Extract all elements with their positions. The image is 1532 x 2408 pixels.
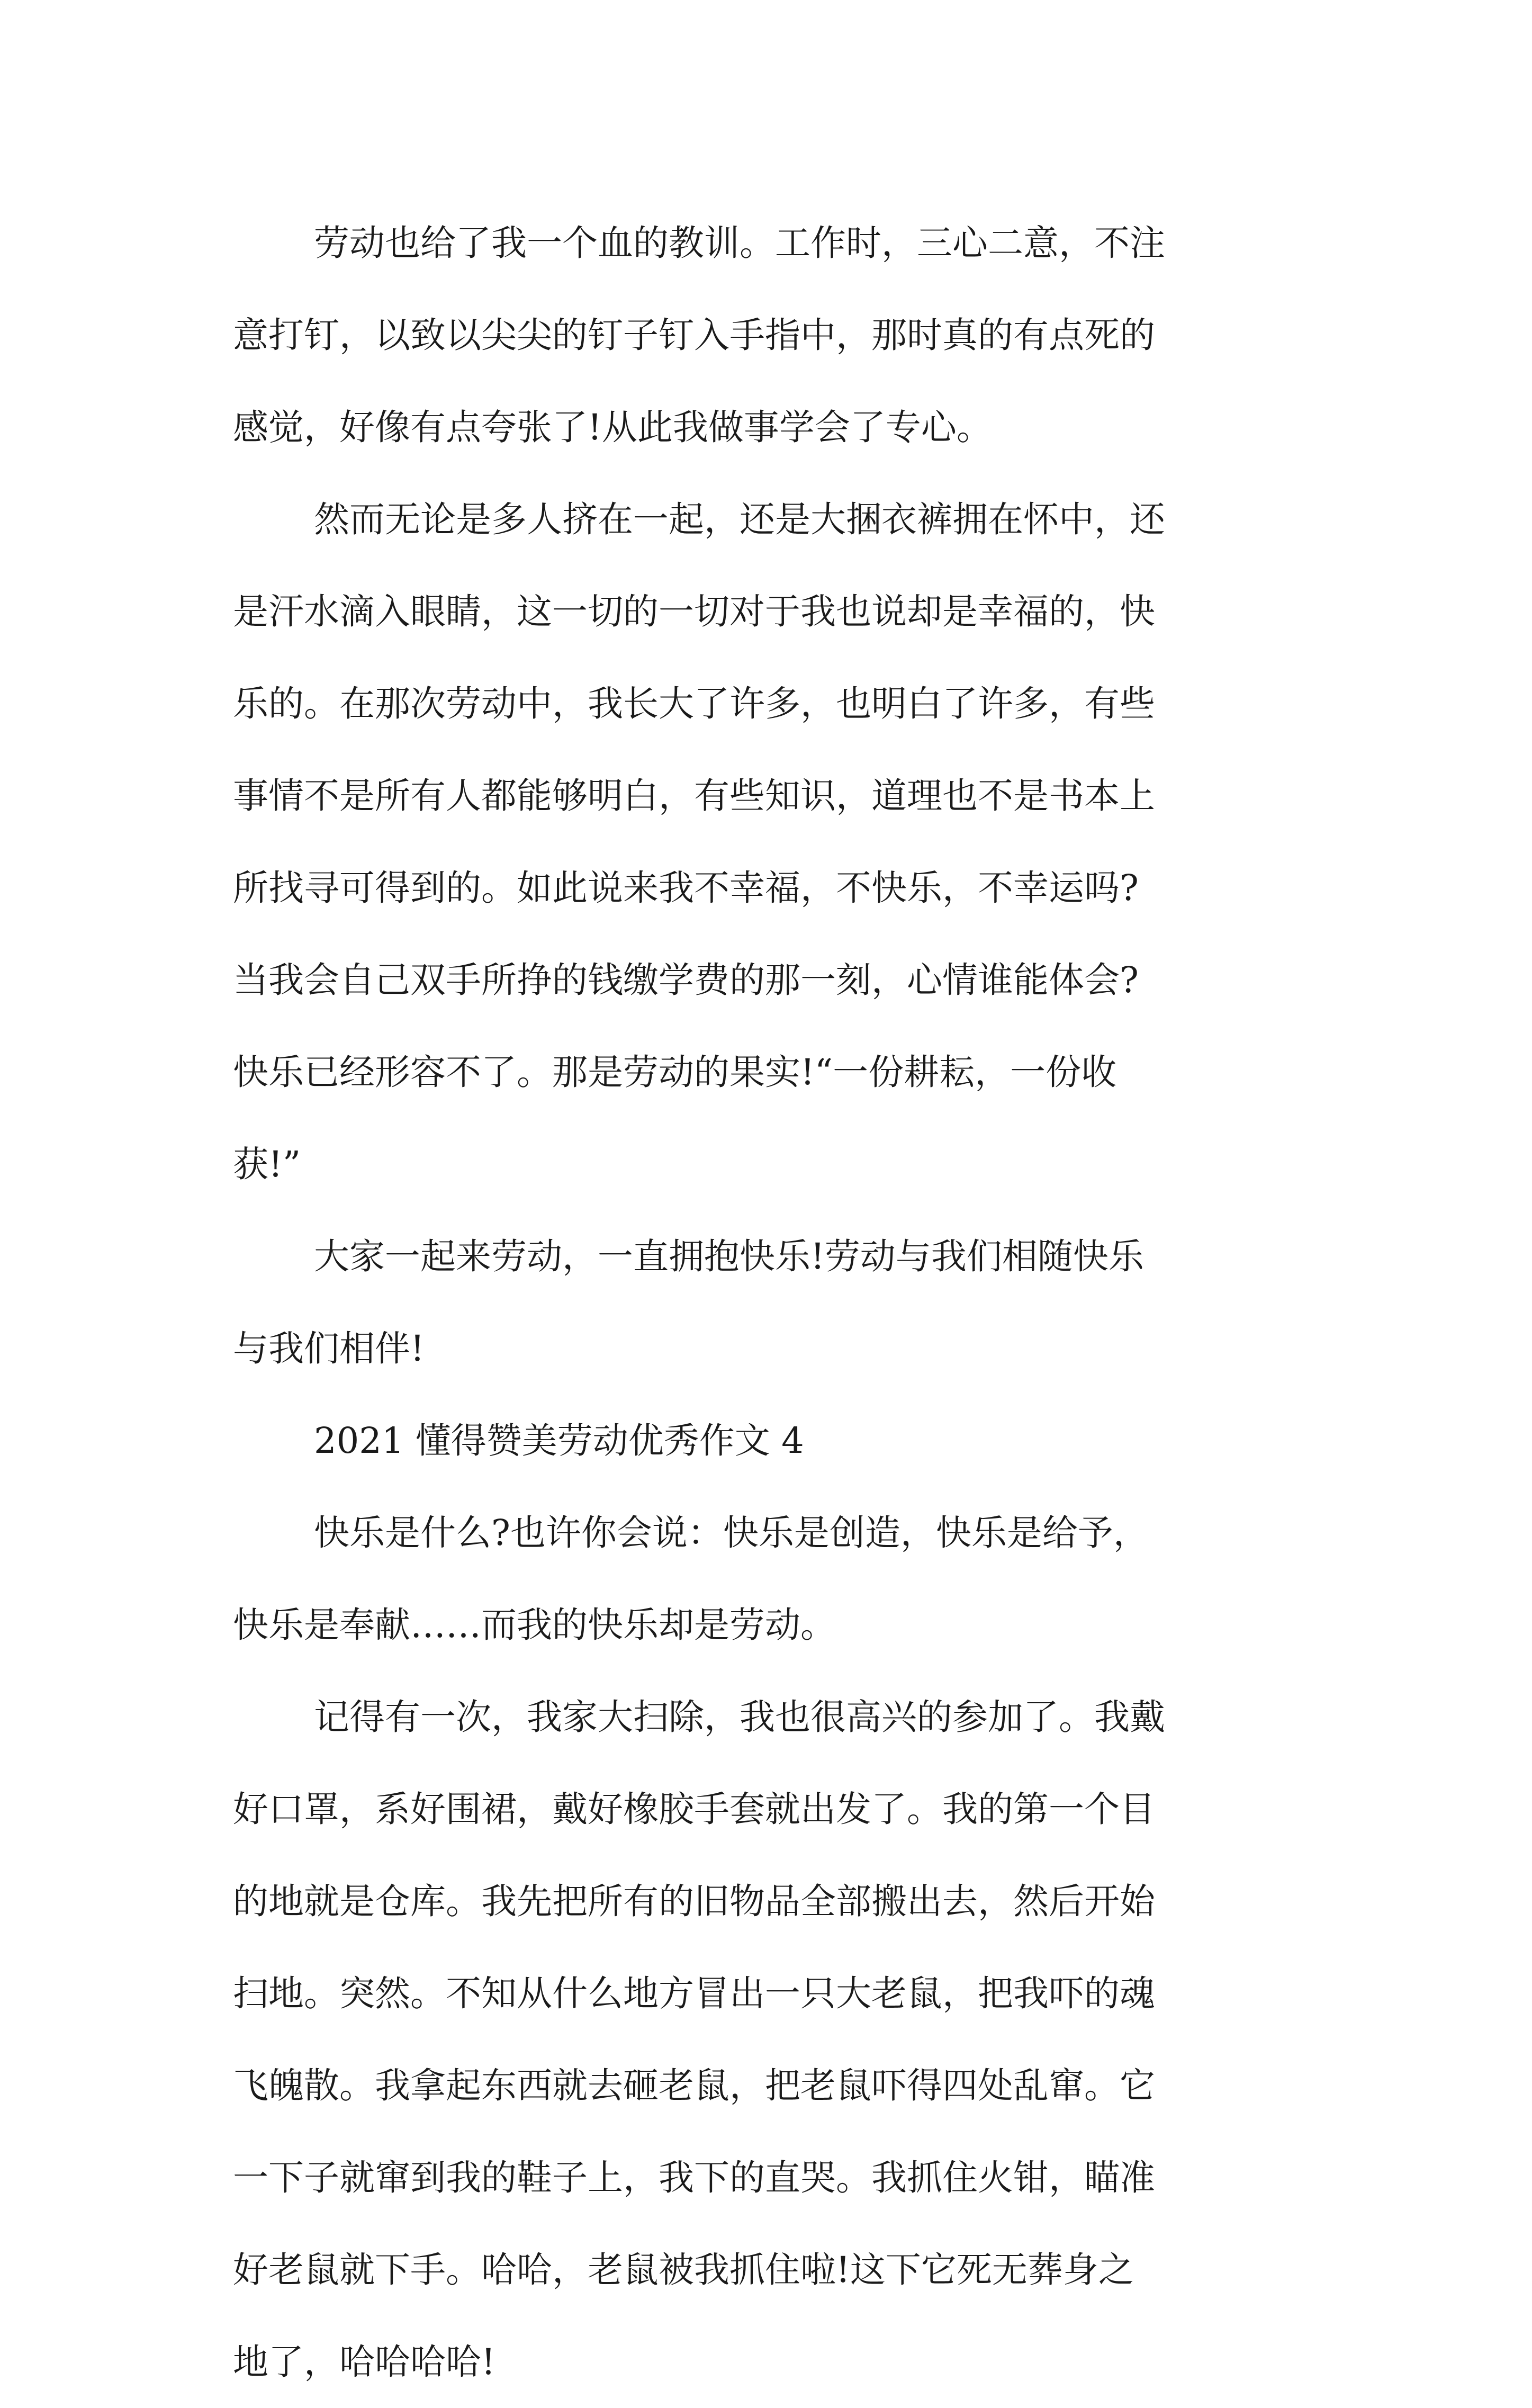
document-body [233, 197, 1308, 2408]
text-line: 飞魄散。我拿起东西就去砸老鼠，把老鼠吓得四处乱窜。它 [233, 2065, 1155, 2106]
text-line: 意打钉，以致以尖尖的钉子钉入手指中，那时真的有点死的 [233, 315, 1155, 356]
text-line: 与我们相伴! [233, 1328, 425, 1369]
text-line: 劳动也给了我一个血的教训。工作时，三心二意，不注 [314, 222, 1165, 264]
text-line: 扫地。突然。不知从什么地方冒出一只大老鼠，把我吓的魂 [233, 1973, 1155, 2014]
text-line: 快乐是奉献……而我的快乐却是劳动。 [233, 1604, 836, 1646]
text-line: 好口罩，系好围裙，戴好橡胶手套就出发了。我的第一个目 [233, 1789, 1155, 1830]
text-line: 是汗水滴入眼睛，这一切的一切对于我也说却是幸福的，快 [233, 591, 1155, 632]
text-line: 所找寻可得到的。如此说来我不幸福，不快乐，不幸运吗? [233, 867, 1139, 909]
text-line: 记得有一次，我家大扫除，我也很高兴的参加了。我戴 [314, 1696, 1165, 1738]
text-line: 一下子就窜到我的鞋子上，我下的直哭。我抓住火钳，瞄准 [233, 2157, 1155, 2198]
text-line: 乐的。在那次劳动中，我长大了许多，也明白了许多，有些 [233, 683, 1155, 724]
text-line: 当我会自己双手所挣的钱缴学费的那一刻，心情谁能体会? [233, 959, 1139, 1001]
text-line: 地了，哈哈哈哈! [233, 2341, 495, 2383]
text-line: 好老鼠就下手。哈哈，老鼠被我抓住啦!这下它死无葬身之 [233, 2249, 1134, 2290]
text-line: 感觉，好像有点夸张了!从此我做事学会了专心。 [233, 407, 992, 448]
text-line: 的地就是仓库。我先把所有的旧物品全部搬出去，然后开始 [233, 1881, 1155, 1922]
text-line: 获!” [233, 1144, 301, 1185]
text-line: 快乐是什么?也许你会说：快乐是创造，快乐是给予， [314, 1512, 1149, 1553]
text-line: 事情不是所有人都能够明白，有些知识，道理也不是书本上 [233, 775, 1155, 816]
text-line: 大家一起来劳动，一直拥抱快乐!劳动与我们相随快乐 [314, 1236, 1144, 1277]
text-line: 快乐已经形容不了。那是劳动的果实!“一份耕耘，一份收 [233, 1052, 1117, 1093]
section-heading: 2021 懂得赞美劳动优秀作文 4 [314, 1420, 804, 1461]
text-line: 然而无论是多人挤在一起，还是大捆衣裤拥在怀中，还 [314, 499, 1165, 540]
